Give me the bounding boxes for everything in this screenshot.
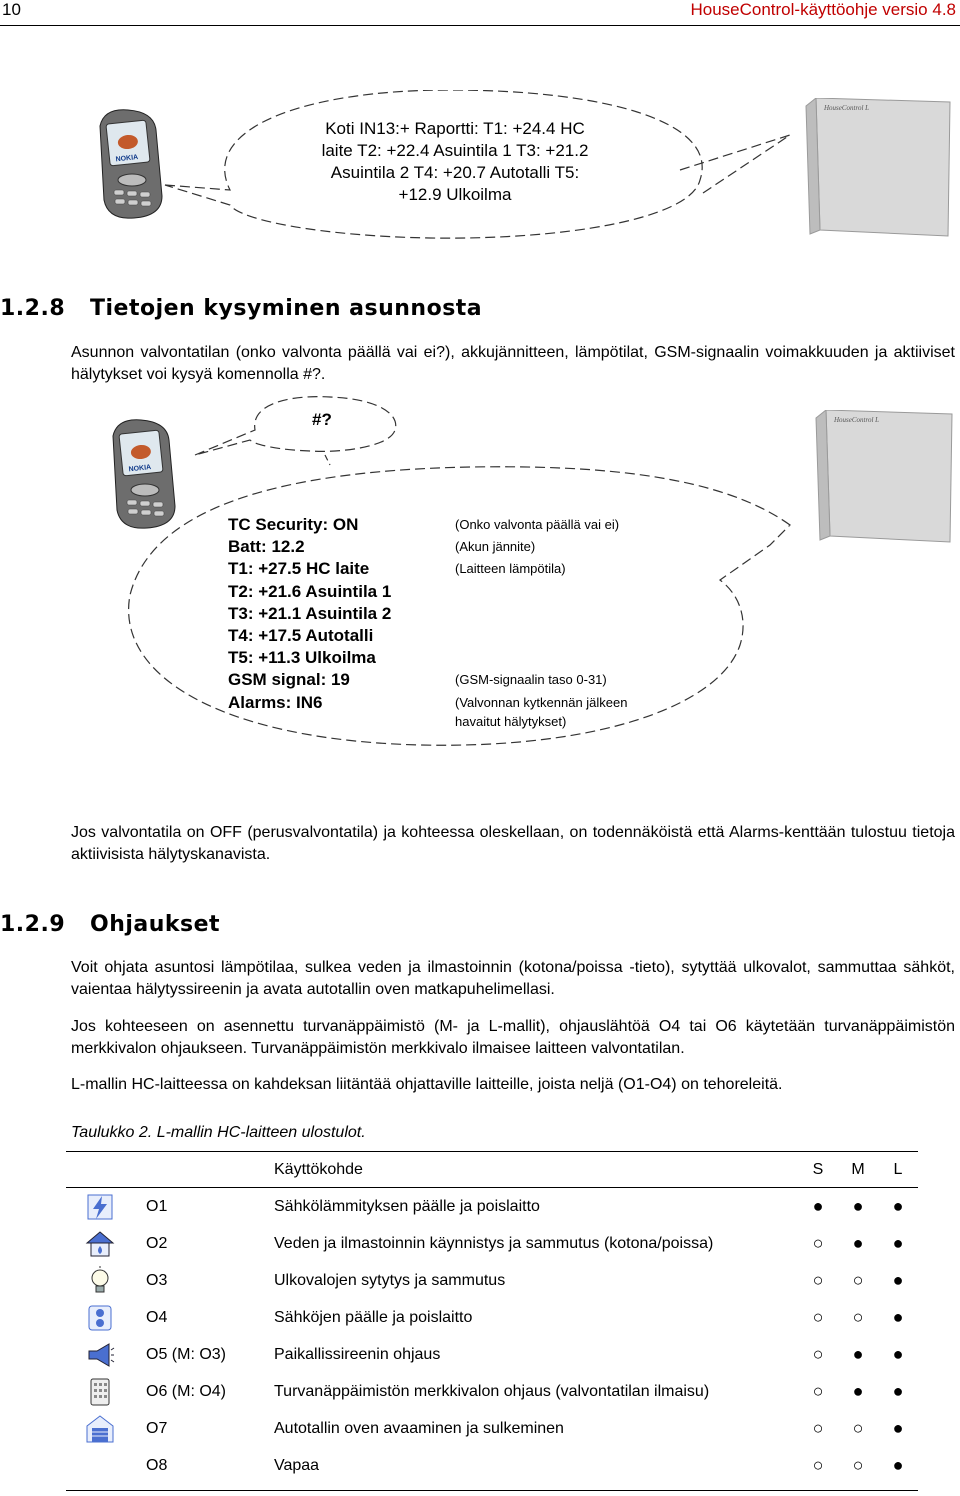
- reply-line: Alarms: IN6: [228, 692, 323, 712]
- table-row: [66, 1299, 918, 1336]
- power-outlet-icon: [85, 1303, 115, 1333]
- section-129-paragraph-3: L-mallin HC-laitteessa on kahdeksan liitäntää ohjattaville laitteille, joista neljä (O1-O4) on tehoreleitä.: [71, 1076, 783, 1093]
- section-heading-129: [0, 912, 220, 937]
- model-s-mark: ●: [812, 1196, 824, 1216]
- model-m-mark: ○: [852, 1455, 864, 1475]
- house-water-icon: [85, 1229, 115, 1259]
- table-header-row: [66, 1152, 918, 1188]
- section-129-paragraph-1: Voit ohjata asuntosi lämpötilaa, sulkea veden ja ilmastoinnin (kotona/poissa -tieto), sytyttää ulkovalot, sammuttaa sähköt, vaientaa hälytyssireenin ja avata autotallin oven matkapuhelimellasi.: [71, 959, 955, 998]
- output-code: O7: [146, 1419, 168, 1437]
- reply-note: (Laitteen lämpötila): [455, 561, 566, 577]
- model-m-mark: ○: [852, 1418, 864, 1438]
- reply-line: T1: +27.5 HC laite: [228, 559, 370, 579]
- mobile-phone-icon: [92, 108, 164, 220]
- bubble-tail-right: [680, 135, 790, 195]
- output-desc: Vapaa: [274, 1456, 320, 1474]
- bubble-line: Koti IN13:+ Raportti: T1: +24.4 HC: [325, 119, 585, 138]
- query-command: #?: [312, 410, 332, 429]
- bubble-line: laite T2: +22.4 Asuintila 1 T3: +21.2: [321, 141, 589, 160]
- device-brand-2: HouseControl L: [834, 416, 880, 424]
- output-desc: Ulkovalojen sytytys ja sammutus: [274, 1271, 506, 1289]
- lightbulb-icon: [85, 1266, 115, 1296]
- output-code: O8: [146, 1456, 168, 1474]
- output-code: O3: [146, 1271, 168, 1289]
- output-code: O4: [146, 1308, 168, 1326]
- table-row: [66, 1225, 918, 1262]
- header-l: L: [893, 1161, 903, 1178]
- model-s-mark: ○: [812, 1233, 824, 1253]
- header-s: S: [812, 1161, 824, 1178]
- model-s-mark: ○: [812, 1307, 824, 1327]
- siren-icon: [85, 1340, 115, 1370]
- model-s-mark: ○: [812, 1455, 824, 1475]
- model-m-mark: ●: [852, 1344, 864, 1364]
- outputs-table: [66, 1152, 918, 1484]
- model-l-mark: ●: [892, 1381, 904, 1401]
- after-reply-paragraph: Jos valvontatila on OFF (perusvalvontatila) ja kohteessa oleskellaan, on todennäköistä että Alarms-kenttään tulostuu tietoja aktiivisista hälytyskanavista.: [71, 824, 955, 863]
- reply-line: T5: +11.3 Ulkoilma: [228, 648, 376, 668]
- table-bottom-rule: [66, 1490, 918, 1491]
- device-brand: HouseControl L: [824, 104, 870, 112]
- reply-line: Batt: 12.2: [228, 537, 305, 557]
- reply-note: (Valvonnan kytkennän jälkeen: [455, 694, 628, 710]
- section-number: 1.2.8: [0, 296, 66, 321]
- model-s-mark: ○: [812, 1270, 824, 1290]
- model-l-mark: ●: [892, 1455, 904, 1475]
- output-code: O2: [146, 1234, 168, 1252]
- model-l-mark: ●: [892, 1233, 904, 1253]
- lightning-icon: [85, 1192, 115, 1222]
- reply-notes: [455, 514, 715, 730]
- output-code: O5 (M: O3): [146, 1345, 227, 1363]
- header-rule: [0, 25, 960, 26]
- reply-line: T2: +21.6 Asuintila 1: [228, 581, 392, 601]
- output-desc: Autotallin oven avaaminen ja sulkeminen: [274, 1419, 564, 1437]
- section-heading-128: [0, 296, 482, 321]
- output-desc: Sähkölämmityksen päälle ja poislaitto: [274, 1197, 540, 1215]
- output-desc: Veden ja ilmastoinnin käynnistys ja sammutus (kotona/poissa): [274, 1234, 714, 1252]
- reply-note: (Onko valvonta päällä vai ei): [455, 517, 620, 532]
- table-row: [66, 1188, 918, 1225]
- table-row: [66, 1447, 918, 1484]
- table-row: [66, 1262, 918, 1299]
- section-title: Tietojen kysyminen asunnosta: [90, 296, 483, 321]
- section-number: 1.2.9: [0, 912, 66, 937]
- output-desc: Paikallissireenin ohjaus: [274, 1345, 441, 1363]
- page-number: 10: [2, 0, 21, 19]
- section-129-paragraph-2: Jos kohteeseen on asennettu turvanäppäimistö (M- ja L-mallit), ohjauslähtöä O4 tai O6 käytetään turvanäppäimistön merkkivalon ohjaukseen. Turvanäppäimistön merkkivalo ilmaisee laitteen valvontatilan.: [71, 1018, 955, 1057]
- query-bubble: [195, 397, 396, 455]
- model-s-mark: ○: [812, 1418, 824, 1438]
- section-128-paragraph: Asunnon valvontatilan (onko valvonta päällä vai ei?), akkujännitteen, lämpötilat, GSM-signaalin voimakkuuden ja aktiiviset hälytykset voi kysyä komennolla #?.: [71, 344, 955, 383]
- garage-icon: [85, 1414, 115, 1444]
- bubble-line: +12.9 Ulkoilma: [398, 185, 512, 204]
- reply-line: T3: +21.1 Asuintila 2: [228, 603, 392, 623]
- table-header-rule: [66, 1187, 918, 1188]
- phone-brand: NOKIA: [115, 154, 139, 164]
- model-l-mark: ●: [892, 1196, 904, 1216]
- model-m-mark: ○: [852, 1307, 864, 1327]
- model-m-mark: ●: [852, 1381, 864, 1401]
- model-s-mark: ○: [812, 1344, 824, 1364]
- reply-line: GSM signal: 19: [228, 670, 350, 690]
- model-l-mark: ●: [892, 1344, 904, 1364]
- model-s-mark: ○: [812, 1381, 824, 1401]
- bubble-line: Asuintila 2 T4: +20.7 Autotalli T5:: [330, 163, 580, 182]
- table-row: [66, 1410, 918, 1447]
- reply-lines: [228, 514, 448, 714]
- output-desc: Turvanäppäimistön merkkivalon ohjaus (valvontatilan ilmaisu): [274, 1382, 710, 1400]
- reply-line: TC Security: ON: [228, 515, 359, 534]
- table-row: [66, 1373, 918, 1410]
- phone-brand-2: NOKIA: [128, 464, 152, 474]
- model-m-mark: ●: [852, 1233, 864, 1253]
- table-row: [66, 1336, 918, 1373]
- model-l-mark: ●: [892, 1418, 904, 1438]
- table-caption: Taulukko 2. L-mallin HC-laitteen ulostulot.: [71, 1124, 366, 1141]
- model-m-mark: ○: [852, 1270, 864, 1290]
- reply-line: T4: +17.5 Autotalli: [228, 626, 374, 646]
- document-title: HouseControl-käyttöohje versio 4.8: [690, 0, 956, 19]
- model-l-mark: ●: [892, 1270, 904, 1290]
- mobile-phone-icon-2: [105, 418, 177, 530]
- model-m-mark: ●: [852, 1196, 864, 1216]
- header-m: M: [851, 1161, 865, 1178]
- housecontrol-device-icon-2: [812, 410, 954, 544]
- reply-note: (Akun jännite): [455, 539, 536, 555]
- keypad-icon: [85, 1377, 115, 1407]
- output-code: O6 (M: O4): [146, 1382, 227, 1400]
- sms-report-text: [270, 118, 640, 206]
- output-code: O1: [146, 1197, 168, 1215]
- reply-note: havaitut hälytykset): [455, 713, 567, 729]
- section-title: Ohjaukset: [90, 912, 221, 937]
- header-use: Käyttökohde: [274, 1161, 363, 1178]
- model-l-mark: ●: [892, 1307, 904, 1327]
- housecontrol-device-icon: [802, 98, 952, 238]
- output-desc: Sähköjen päälle ja poislaitto: [274, 1308, 473, 1326]
- reply-note: (GSM-signaalin taso 0-31): [455, 672, 607, 688]
